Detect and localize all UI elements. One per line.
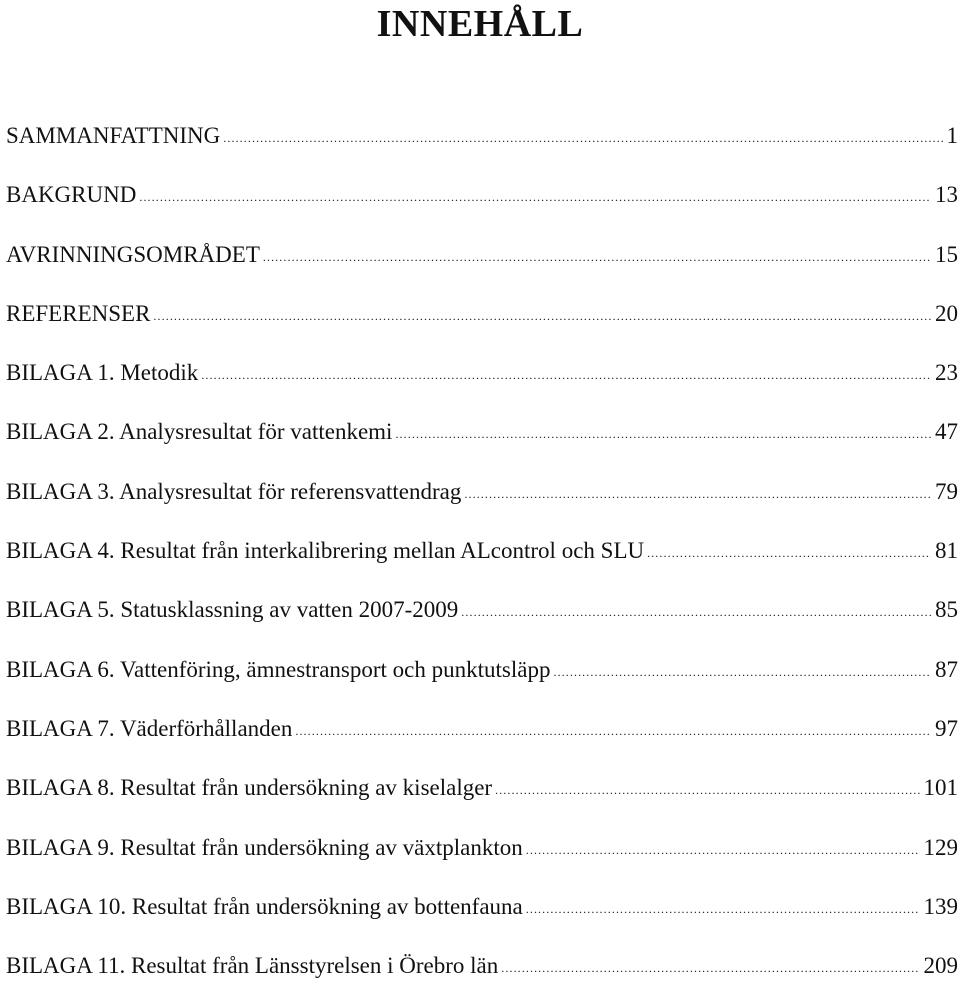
toc-entry-label: BILAGA 6. Vattenföring, ämnestransport och punktutsläpp bbox=[6, 648, 550, 692]
toc-entry-page-number: 13 bbox=[935, 173, 960, 217]
dot-leader bbox=[201, 365, 931, 385]
dot-leader bbox=[464, 484, 931, 504]
toc-entry-page-number: 47 bbox=[935, 410, 960, 454]
dot-leader bbox=[526, 899, 920, 919]
table-of-contents bbox=[6, 114, 960, 1003]
toc-entry[interactable] bbox=[6, 114, 960, 173]
toc-entry-label: REFERENSER bbox=[6, 292, 150, 336]
toc-entry-page-number: 97 bbox=[935, 707, 960, 751]
toc-entry-label: BILAGA 7. Väderförhållanden bbox=[6, 707, 292, 751]
dot-leader bbox=[553, 662, 931, 682]
dot-leader bbox=[139, 187, 931, 207]
toc-entry[interactable] bbox=[6, 470, 960, 529]
toc-entry[interactable] bbox=[6, 588, 960, 647]
dot-leader bbox=[501, 958, 919, 978]
toc-entry[interactable] bbox=[6, 529, 960, 588]
dot-leader bbox=[263, 247, 931, 267]
toc-entry-page-number: 85 bbox=[935, 588, 960, 632]
toc-entry-label: AVRINNINGSOMRÅDET bbox=[6, 233, 260, 277]
toc-entry[interactable] bbox=[6, 233, 960, 292]
toc-entry[interactable] bbox=[6, 173, 960, 232]
dot-leader bbox=[295, 721, 931, 741]
toc-entry[interactable] bbox=[6, 766, 960, 825]
toc-entry-page-number: 1 bbox=[947, 114, 960, 158]
toc-entry[interactable] bbox=[6, 944, 960, 1003]
toc-entry-page-number: 101 bbox=[924, 766, 960, 810]
toc-entry[interactable] bbox=[6, 410, 960, 469]
dot-leader bbox=[223, 128, 942, 148]
toc-entry-label: BILAGA 3. Analysresultat för referensvattendrag bbox=[6, 470, 461, 514]
toc-entry[interactable] bbox=[6, 826, 960, 885]
toc-entry-label: BAKGRUND bbox=[6, 173, 136, 217]
toc-entry-label: BILAGA 10. Resultat från undersökning av bottenfauna bbox=[6, 885, 523, 929]
toc-entry[interactable] bbox=[6, 885, 960, 944]
toc-entry-page-number: 20 bbox=[935, 292, 960, 336]
toc-entry-label: BILAGA 2. Analysresultat för vattenkemi bbox=[6, 410, 392, 454]
dot-leader bbox=[647, 543, 931, 563]
toc-entry-page-number: 15 bbox=[935, 233, 960, 277]
dot-leader bbox=[461, 602, 931, 622]
page-title: INNEHÅLL bbox=[0, 2, 960, 46]
toc-entry[interactable] bbox=[6, 707, 960, 766]
toc-entry-page-number: 87 bbox=[935, 648, 960, 692]
toc-entry-page-number: 209 bbox=[924, 944, 960, 988]
toc-entry[interactable] bbox=[6, 292, 960, 351]
toc-entry-page-number: 79 bbox=[935, 470, 960, 514]
toc-entry-label: BILAGA 4. Resultat från interkalibrering mellan ALcontrol och SLU bbox=[6, 529, 644, 573]
toc-entry-page-number: 23 bbox=[935, 351, 960, 395]
dot-leader bbox=[495, 780, 919, 800]
toc-entry[interactable] bbox=[6, 351, 960, 410]
toc-entry-page-number: 81 bbox=[935, 529, 960, 573]
dot-leader bbox=[526, 840, 920, 860]
toc-entry[interactable] bbox=[6, 648, 960, 707]
toc-entry-page-number: 129 bbox=[924, 826, 960, 870]
dot-leader bbox=[395, 424, 931, 444]
dot-leader bbox=[153, 306, 931, 326]
toc-entry-label: BILAGA 8. Resultat från undersökning av kiselalger bbox=[6, 766, 492, 810]
toc-entry-label: BILAGA 1. Metodik bbox=[6, 351, 198, 395]
toc-entry-label: SAMMANFATTNING bbox=[6, 114, 220, 158]
toc-entry-label: BILAGA 11. Resultat från Länsstyrelsen i Örebro län bbox=[6, 944, 498, 988]
toc-entry-page-number: 139 bbox=[924, 885, 960, 929]
toc-entry-label: BILAGA 5. Statusklassning av vatten 2007-2009 bbox=[6, 588, 458, 632]
toc-entry-label: BILAGA 9. Resultat från undersökning av växtplankton bbox=[6, 826, 523, 870]
